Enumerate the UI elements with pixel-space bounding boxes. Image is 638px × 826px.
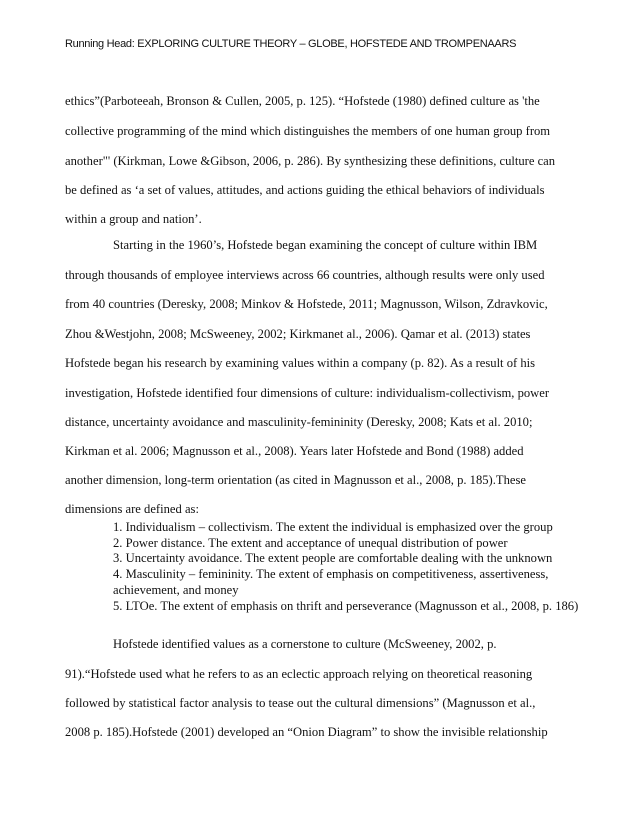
paragraph-2-line-8: Kirkman et al. 2006; Magnusson et al., 2008). Years later Hofstede and Bond (1988) added — [65, 444, 524, 458]
paragraph-2-line-7: distance, uncertainty avoidance and masculinity-femininity (Deresky, 2008; Kats et al. 2010; — [65, 415, 533, 429]
paragraph-2-line-4: Zhou &Westjohn, 2008; McSweeney, 2002; Kirkmanet al., 2006). Qamar et al. (2013) states — [65, 327, 531, 341]
paragraph-1-line-1: ethics”(Parboteeah, Bronson & Cullen, 2005, p. 125). “Hofstede (1980) defined culture as 'the — [65, 94, 540, 108]
paragraph-2-line-6: investigation, Hofstede identified four dimensions of culture: individualism-collectivism, power — [65, 386, 550, 400]
paragraph-1-line-5: within a group and nation’. — [65, 212, 202, 226]
paragraph-2-line-3: from 40 countries (Deresky, 2008; Minkov & Hofstede, 2011; Magnusson, Wilson, Zdravkovic, — [65, 297, 548, 311]
paragraph-3-line-1: Hofstede identified values as a cornerstone to culture (McSweeney, 2002, p. — [113, 637, 497, 651]
paragraph-3-line-3: followed by statistical factor analysis to tease out the cultural dimensions” (Magnusson et al., — [65, 696, 536, 710]
paragraph-2-line-2: through thousands of employee interviews across 66 countries, although results were only used — [65, 268, 545, 282]
list-item: 1. Individualism – collectivism. The extent the individual is emphasized over the group — [113, 520, 553, 534]
paragraph-2-line-5: Hofstede began his research by examining values within a company (p. 82). As a result of his — [65, 356, 536, 370]
list-item: 2. Power distance. The extent and acceptance of unequal distribution of power — [113, 535, 508, 550]
paragraph-3-line-2: 91).“Hofstede used what he refers to as an eclectic approach relying on theoretical reasoning — [65, 667, 533, 681]
list-item: 3. Uncertainty avoidance. The extent people are comfortable dealing with the unknown — [113, 551, 553, 566]
paragraph-2-line-1: Starting in the 1960’s, Hofstede began examining the concept of culture within IBM — [113, 238, 538, 252]
running-head: Running Head: EXPLORING CULTURE THEORY – GLOBE, HOFSTEDE AND TROMPENAARS — [65, 38, 517, 50]
list-item: 4. Masculinity – femininity. The extent of emphasis on competitiveness, assertiveness, achievement, and money — [113, 567, 549, 597]
paragraph-3-line-4: 2008 p. 185).Hofstede (2001) developed an “Onion Diagram” to show the invisible relationship — [65, 725, 548, 739]
paragraph-1-line-4: be defined as ‘a set of values, attitudes, and actions guiding the ethical behaviors of individuals — [65, 183, 545, 197]
paragraph-1-line-3: another"' (Kirkman, Lowe &Gibson, 2006, p. 286). By synthesizing these definitions, culture can — [65, 154, 556, 168]
list-item: 5. LTOe. The extent of emphasis on thrift and perseverance (Magnusson et al., 2008, p. 186) — [113, 598, 579, 613]
paragraph-1-line-2: collective programming of the mind which distinguishes the members of one human group from — [65, 124, 551, 138]
paragraph-2-line-9: another dimension, long-term orientation (as cited in Magnusson et al., 2008, p. 185).These — [65, 473, 526, 487]
paragraph-2-line-10: dimensions are defined as: — [65, 502, 199, 516]
dimensions-list — [113, 520, 583, 614]
